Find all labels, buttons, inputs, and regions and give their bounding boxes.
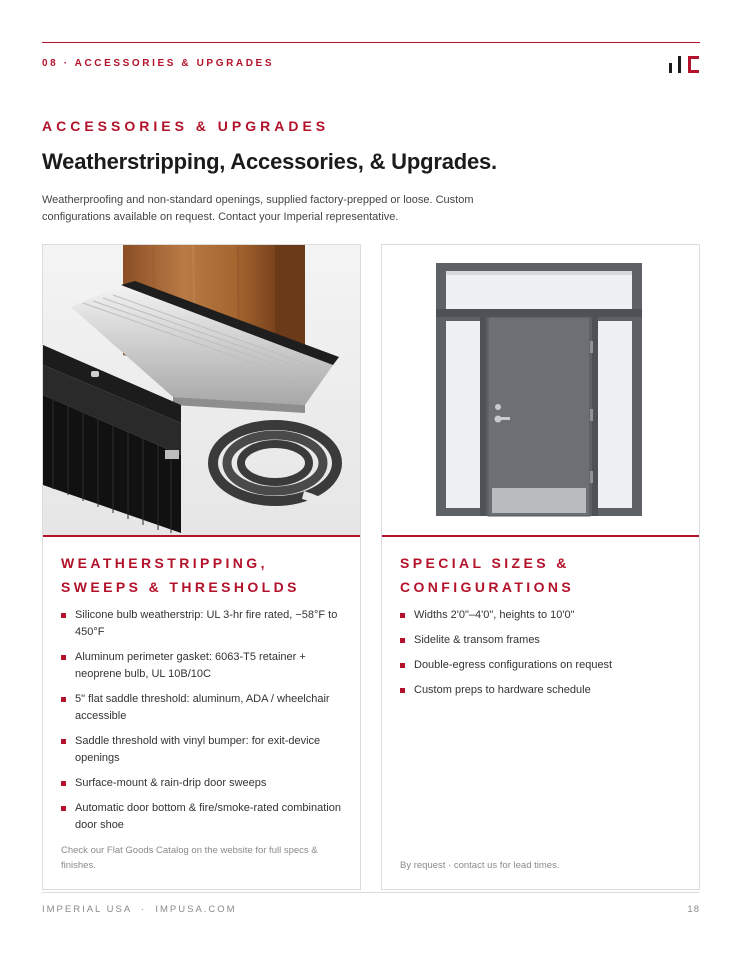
feature-list [61, 607, 346, 842]
bullet-square-icon [61, 781, 66, 786]
card-heading: WEATHERSTRIPPING, SWEEPS & THRESHOLDS [61, 555, 300, 595]
footer-brand: IMPERIAL USA · IMPUSA.COM [42, 904, 237, 915]
page-title: Weatherstripping, Accessories, & Upgrades. [42, 149, 497, 174]
section-tag: 08 · ACCESSORIES & UPGRADES [42, 58, 275, 69]
bullet-square-icon [400, 663, 405, 668]
header-rule [42, 42, 700, 43]
bullet-square-icon [61, 613, 66, 618]
bullet-square-icon [61, 806, 66, 811]
bullet-square-icon [61, 655, 66, 660]
list-item: Silicone bulb weatherstrip: UL 3-hr fire rated, −58°F to 450°F [61, 607, 346, 641]
bullet-square-icon [400, 688, 405, 693]
card-heading: SPECIAL SIZES & CONFIGURATIONS [400, 555, 575, 595]
list-item: 5" flat saddle threshold: aluminum, ADA / wheelchair accessible [61, 691, 346, 725]
bullet-square-icon [61, 739, 66, 744]
imperial-logo-icon [667, 53, 701, 75]
list-item: Surface-mount & rain-drip door sweeps [61, 775, 346, 792]
door-frame-photo [382, 245, 699, 535]
bullet-square-icon [61, 697, 66, 702]
list-item: Automatic door bottom & fire/smoke-rated combination door shoe [61, 800, 346, 834]
weatherstripping-photo [43, 245, 360, 535]
photo-divider [382, 535, 699, 537]
special-sizes-card [381, 244, 700, 890]
bullet-square-icon [400, 638, 405, 643]
intro-paragraph: Weatherproofing and non-standard openings, supplied factory-prepped or loose. Custom configurations available on request. Contact your Imperial representative. [42, 194, 474, 223]
weatherstripping-card [42, 244, 361, 890]
page-kicker: ACCESSORIES & UPGRADES [42, 118, 330, 134]
list-item: Sidelite & transom frames [400, 632, 685, 649]
list-item: Double-egress configurations on request [400, 657, 685, 674]
card-note: Check our Flat Goods Catalog on the website for full specs & finishes. [61, 845, 318, 871]
card-note: By request · contact us for lead times. [400, 860, 560, 871]
photo-divider [43, 535, 360, 537]
list-item: Custom preps to hardware schedule [400, 682, 685, 699]
list-item: Saddle threshold with vinyl bumper: for exit-device openings [61, 733, 346, 767]
page-number: 18 [687, 904, 700, 915]
feature-list [400, 607, 685, 707]
bullet-square-icon [400, 613, 405, 618]
list-item: Aluminum perimeter gasket: 6063-T5 retainer + neoprene bulb, UL 10B/10C [61, 649, 346, 683]
footer-rule [42, 892, 700, 893]
list-item: Widths 2'0"–4'0", heights to 10'0" [400, 607, 685, 624]
